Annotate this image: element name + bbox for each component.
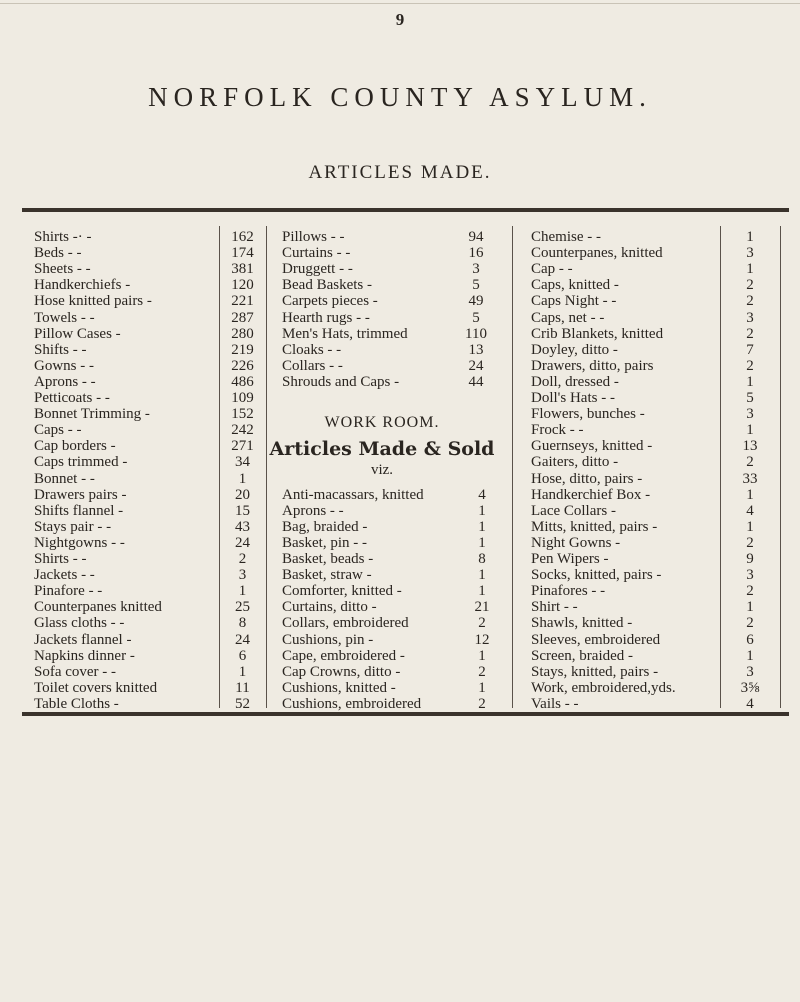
col2-top-item-count: 110 xyxy=(465,325,487,342)
col1-item-count: 109 xyxy=(231,390,254,406)
col2-top-item-label: Men's Hats, trimmed xyxy=(282,325,408,342)
col2-bottom-item-count: 2 xyxy=(478,615,486,632)
col1-item-count: 34 xyxy=(235,454,250,471)
col3-item-count: 5 xyxy=(746,390,754,406)
table-bottom-rule xyxy=(22,712,789,716)
col3-item-label: Sleeves, embroidered xyxy=(531,631,661,648)
col2-bottom-item-label: Aprons - - xyxy=(282,502,344,519)
col3-item-count: 1 xyxy=(746,599,754,616)
col2-bottom-item-count: 1 xyxy=(478,647,486,664)
col3-item-label: Pen Wipers - xyxy=(531,551,609,567)
col3-item-count: 33 xyxy=(742,470,758,487)
col2-top-item-count: 5 xyxy=(472,309,480,326)
col2-bottom-item-label: Bag, braided - xyxy=(282,518,368,535)
col2-top-item-label: Cloaks - - xyxy=(282,341,342,358)
col3-item-count: 2 xyxy=(746,583,754,600)
col2-bottom-item-count: 2 xyxy=(478,663,486,680)
col1-item-label: Caps - - xyxy=(34,422,82,439)
col3-item-label: Cap - - xyxy=(531,261,573,278)
col3-item-count: 3 xyxy=(746,567,754,584)
col3-item-count: 3 xyxy=(746,406,754,423)
col1-item-count: 287 xyxy=(231,309,254,326)
col1-item-count: 120 xyxy=(231,277,254,294)
col3-item-label: Drawers, ditto, pairs xyxy=(531,357,654,374)
col1-item-label: Jackets flannel - xyxy=(34,631,132,648)
col3-item-count: 2 xyxy=(746,454,754,471)
col1-item-count: 226 xyxy=(231,357,254,374)
col3-item-count: 1 xyxy=(746,261,754,278)
col2-bottom-item-label: Collars, embroidered xyxy=(282,615,409,632)
col2-top-item-count: 49 xyxy=(468,293,484,310)
col3-item-count: 2 xyxy=(746,615,754,632)
col1-item-label: Sofa cover - - xyxy=(34,663,117,680)
col1-item-count: 11 xyxy=(235,679,250,696)
col1-item-count: 174 xyxy=(231,245,254,262)
col3-item-count: 3 xyxy=(746,245,754,262)
col3-item-label: Caps, knitted - xyxy=(531,277,619,294)
col3-item-count: 2 xyxy=(746,357,754,374)
col2-bottom-item-count: 1 xyxy=(478,534,486,551)
col1-item-label: Pillow Cases - xyxy=(34,325,121,342)
col3-item-count: 4 xyxy=(746,695,754,712)
col3-item-label: Hose, ditto, pairs - xyxy=(531,470,643,487)
col2-col3-separator xyxy=(512,226,513,708)
col2-top-item-label: Collars - - xyxy=(282,357,343,374)
col3-item-count: 3 xyxy=(746,309,754,326)
col1-item-label: Caps trimmed - xyxy=(34,454,128,471)
col2-bottom-item-count: 4 xyxy=(478,486,486,503)
col1-item-label: Hose knitted pairs - xyxy=(34,293,152,310)
col3-item-count: 1 xyxy=(746,518,754,535)
col2-top-item-label: Bead Baskets - xyxy=(282,277,372,294)
table-top-rule xyxy=(22,208,789,212)
col1-item-label: Glass cloths - - xyxy=(34,615,125,632)
col2-bottom-item-label: Basket, beads - xyxy=(282,551,374,567)
col1-item-label: Aprons - - xyxy=(34,373,96,390)
col1-item-label: Counterpanes knitted xyxy=(34,599,162,616)
col2-bottom-item-label: Cushions, pin - xyxy=(282,631,374,648)
col1-item-label: Sheets - - xyxy=(34,261,91,278)
col1-item-count: 152 xyxy=(231,406,254,423)
col3-item-label: Chemise - - xyxy=(531,229,601,245)
col2-top-item-label: Hearth rugs - - xyxy=(282,309,370,326)
col3-item-label: Flowers, bunches - xyxy=(531,406,645,423)
col3-item-count: 2 xyxy=(746,325,754,342)
col2-top-item-count: 13 xyxy=(468,341,484,358)
section-subtitle: ARTICLES MADE. xyxy=(308,162,492,183)
col2-bottom-item-label: Curtains, ditto - xyxy=(282,599,377,616)
col1-item-count: 162 xyxy=(231,229,254,245)
col1-item-count: 24 xyxy=(235,631,250,648)
col2-top-item-label: Druggett - - xyxy=(282,261,353,278)
col3-item-label: Vails - - xyxy=(531,695,579,712)
col2-bottom-item-label: Cap Crowns, ditto - xyxy=(282,663,401,680)
col2-bottom-item-label: Comforter, knitted - xyxy=(282,583,402,600)
col3-item-count: 1 xyxy=(746,647,754,664)
col1-item-label: Handkerchiefs - xyxy=(34,277,131,294)
col3-item-label: Doll's Hats - - xyxy=(531,390,615,406)
col3-item-count: 2 xyxy=(746,277,754,294)
table-right-border xyxy=(780,226,781,708)
col3-item-label: Mitts, knitted, pairs - xyxy=(531,518,658,535)
col3-item-label: Shirt - - xyxy=(531,599,578,616)
col1-item-label: Shifts - - xyxy=(34,341,87,358)
col3-item-count: 6 xyxy=(746,631,754,648)
col3-item-label: Pinafores - - xyxy=(531,583,606,600)
col3-item-count: 3 xyxy=(746,663,754,680)
viz-heading: viz. xyxy=(370,462,394,478)
col2-top-item-count: 3 xyxy=(472,261,480,278)
col2-bottom-item-count: 8 xyxy=(478,551,486,567)
col1-item-count: 1 xyxy=(238,583,247,600)
col3-item-label: Doll, dressed - xyxy=(531,373,619,390)
col3-item-label: Work, embroidered,yds. xyxy=(531,679,676,696)
col1-item-count: 25 xyxy=(235,599,250,616)
col3-item-count: 7 xyxy=(746,341,754,358)
col3-item-count: 4 xyxy=(746,502,754,519)
col3-item-count: 9 xyxy=(746,551,754,567)
col1-item-label: Petticoats - - xyxy=(34,390,110,406)
col3-item-label: Frock - - xyxy=(531,422,584,439)
col1-item-label: Bonnet - - xyxy=(34,470,95,487)
col1-item-label: Cap borders - xyxy=(34,438,116,455)
col3-item-label: Crib Blankets, knitted xyxy=(531,325,664,342)
page-top-rule xyxy=(0,3,800,4)
col3-item-label: Handkerchief Box - xyxy=(531,486,651,503)
col3-item-label: Night Gowns - xyxy=(531,534,621,551)
col3-item-label: Lace Collars - xyxy=(531,502,616,519)
col3-item-count: 1 xyxy=(746,486,754,503)
col1-item-label: Nightgowns - - xyxy=(34,534,125,551)
col2-bottom-item-label: Anti-macassars, knitted xyxy=(282,486,424,503)
col3-item-count: 1 xyxy=(746,373,754,390)
col1-item-count: 221 xyxy=(231,293,254,310)
col3-item-label: Counterpanes, knitted xyxy=(531,245,663,262)
col3-item-label: Doyley, ditto - xyxy=(531,341,618,358)
page-number: 9 xyxy=(395,10,405,29)
col1-item-count: 1 xyxy=(238,470,247,487)
col1-item-count: 381 xyxy=(231,261,254,278)
col2-top-item-label: Shrouds and Caps - xyxy=(282,373,400,390)
col1-item-label: Table Cloths - xyxy=(34,695,119,712)
col1-item-count: 8 xyxy=(238,615,247,632)
col1-item-count: 52 xyxy=(235,695,250,712)
col2-bottom-item-count: 1 xyxy=(478,502,486,519)
col2-top-item-count: 5 xyxy=(472,277,480,294)
col2-bottom-item-count: 12 xyxy=(474,631,490,648)
col2-top-item-count: 44 xyxy=(468,373,484,390)
col1-item-count: 242 xyxy=(231,422,254,439)
col3-item-label: Caps, net - - xyxy=(531,309,605,326)
col3-item-label: Guernseys, knitted - xyxy=(531,438,653,455)
col3-item-label: Screen, braided - xyxy=(531,647,634,664)
col2-top-item-label: Curtains - - xyxy=(282,245,351,262)
col1-item-count: 2 xyxy=(238,551,247,567)
col1-item-count: 271 xyxy=(231,438,254,455)
col2-bottom-item-count: 1 xyxy=(478,567,486,584)
col2-bottom-item-label: Cushions, embroidered xyxy=(282,695,422,712)
col1-item-count: 1 xyxy=(238,663,247,680)
col2-bottom-item-count: 1 xyxy=(478,583,486,600)
col2-bottom-item-label: Basket, straw - xyxy=(282,567,372,584)
col1-item-label: Napkins dinner - xyxy=(34,647,135,664)
col1-item-label: Toilet covers knitted xyxy=(34,679,158,696)
col1-item-label: Beds - - xyxy=(34,245,82,262)
col2-top-item-count: 16 xyxy=(468,245,484,262)
col1-item-count: 43 xyxy=(235,518,250,535)
col3-item-count: 3⅝ xyxy=(740,679,760,696)
col2-top-item-label: Carpets pieces - xyxy=(282,293,378,310)
col1-item-label: Shirts - - xyxy=(34,551,87,567)
col3-item-count: 1 xyxy=(746,229,754,245)
col3-item-count: 1 xyxy=(746,422,754,439)
col3-item-label: Stays, knitted, pairs - xyxy=(531,663,659,680)
col2-bottom-item-label: Cape, embroidered - xyxy=(282,647,405,664)
col1-item-label: Towels - - xyxy=(34,309,95,326)
col2-bottom-item-count: 21 xyxy=(474,599,490,616)
col1-item-label: Shirts -· - xyxy=(34,229,92,245)
col2-bottom-item-label: Cushions, knitted - xyxy=(282,679,396,696)
col2-bottom-item-count: 1 xyxy=(478,518,486,535)
col3-item-label: Socks, knitted, pairs - xyxy=(531,567,662,584)
col1-item-count: 20 xyxy=(235,486,250,503)
col1-item-count: 219 xyxy=(231,341,254,358)
col1-item-label: Shifts flannel - xyxy=(34,502,124,519)
work-room-heading: WORK ROOM. xyxy=(324,414,440,431)
col1-item-label: Bonnet Trimming - xyxy=(34,406,150,423)
col1-item-count: 15 xyxy=(235,502,250,519)
col3-item-count: 2 xyxy=(746,293,754,310)
col1-item-label: Gowns - - xyxy=(34,357,94,374)
col2-bottom-item-label: Basket, pin - - xyxy=(282,534,367,551)
col2-top-item-count: 94 xyxy=(468,229,484,245)
col1-item-label: Pinafore - - xyxy=(34,583,103,600)
col1-item-count: 24 xyxy=(235,534,250,551)
col1-item-count: 3 xyxy=(238,567,247,584)
col3-item-label: Shawls, knitted - xyxy=(531,615,633,632)
col1-item-count: 280 xyxy=(231,325,254,342)
col2-top-item-count: 24 xyxy=(468,357,484,374)
col1-item-label: Stays pair - - xyxy=(34,518,112,535)
col2-bottom-item-count: 2 xyxy=(478,695,486,712)
col3-item-label: Caps Night - - xyxy=(531,293,617,310)
col3-item-count: 13 xyxy=(742,438,758,455)
col3-item-count: 2 xyxy=(746,534,754,551)
col1-item-label: Drawers pairs - xyxy=(34,486,127,503)
articles-made-sold-heading: Articles Made & Sold xyxy=(269,438,495,460)
col2-top-item-label: Pillows - - xyxy=(282,229,345,245)
col1-item-count: 486 xyxy=(231,373,254,390)
col3-item-label: Gaiters, ditto - xyxy=(531,454,619,471)
col1-item-count: 6 xyxy=(238,647,247,664)
col1-item-label: Jackets - - xyxy=(34,567,95,584)
col2-bottom-item-count: 1 xyxy=(478,679,486,696)
page-title: NORFOLK COUNTY ASYLUM. xyxy=(148,82,652,112)
